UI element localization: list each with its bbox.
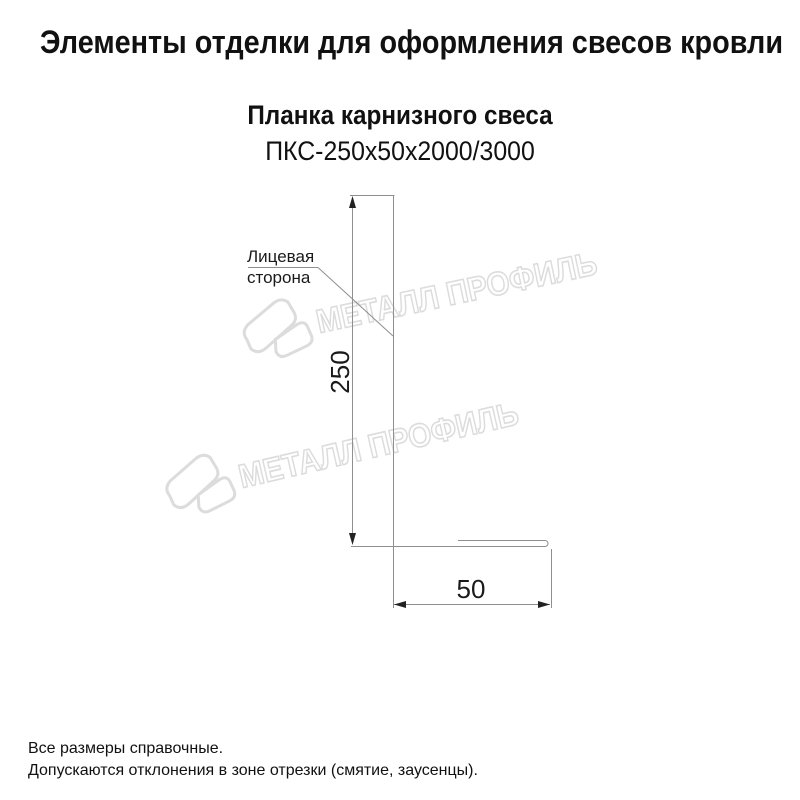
profile-bottom-leg <box>351 541 548 547</box>
arrow-left-icon <box>394 601 406 608</box>
face-side-label <box>247 246 314 288</box>
dimension-value-horizontal: 50 <box>456 574 486 604</box>
watermark-text: МЕТАЛЛ ПРОФИЛЬ <box>312 237 612 341</box>
product-code: ПКС-250х50х2000/3000 <box>265 136 535 166</box>
arrow-right-icon <box>538 601 550 608</box>
face-side-label-line1: Лицевая <box>247 247 315 266</box>
dimension-value-vertical: 250 <box>325 350 355 394</box>
footnote-line2: Допускаются отклонения в зоне отрезки (смятие, заусенцы). <box>28 762 478 779</box>
arrow-down-icon <box>349 533 356 545</box>
face-side-label-line2: сторона <box>247 268 311 287</box>
footnote-line1: Все размеры справочные. <box>28 740 224 757</box>
footnotes <box>28 738 478 782</box>
watermark-text: МЕТАЛЛ ПРОФИЛЬ <box>234 387 534 495</box>
page-title: Элементы отделки для оформления свесов кровли <box>40 24 784 60</box>
product-name: Планка карнизного свеса <box>247 100 553 130</box>
arrow-up-icon <box>349 196 356 208</box>
